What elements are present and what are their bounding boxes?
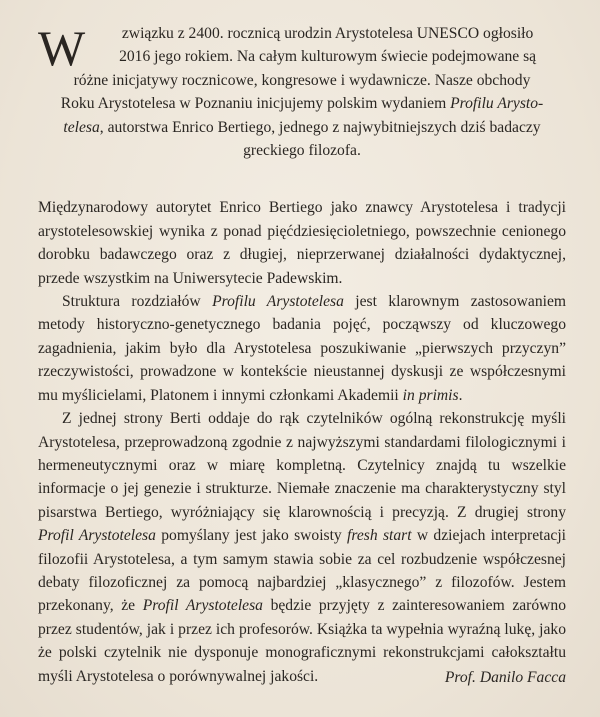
paragraph-2-latin-phrase: in primis (402, 386, 459, 404)
paragraph-3-fresh-start: fresh start (347, 527, 412, 545)
author-signature: Prof. Danilo Facca (444, 669, 566, 686)
intro-paragraph (38, 22, 566, 162)
intro-line-5 (38, 116, 566, 139)
drop-cap: W (38, 20, 86, 76)
intro-line-5-text: , autorstwa Enrico Bertiego, jednego z najwybitniejszych dziś badaczy (99, 118, 541, 136)
paragraph-2 (38, 290, 566, 407)
intro-line-4 (38, 92, 566, 115)
intro-line-1: związku z 2400. rocznicą urodzin Arystotelesa UNESCO ogłosiło (121, 25, 534, 42)
paragraph-3-text-c: w dziejach interpretacji filozofii Arystotelesa, a tym samym stawia sobie za cel rozbudzenie współczesnej debaty filozoficznej za pomocą najbardziej „klasycznego” z filozofów. Jestem przekonany, że (38, 527, 567, 615)
body-text (38, 196, 566, 688)
intro-line-2: 2016 jego rokiem. Na całym kulturowym świecie podejmowane są (119, 48, 537, 66)
intro-book-title-part2: telesa (63, 118, 100, 136)
intro-line-3: różne inicjatywy rocznicowe, kongresowe i wydawnicze. Nasze obchody (73, 71, 531, 89)
paragraph-2-book-title: Profilu Arystotelesa (212, 293, 344, 311)
paragraph-3-book-title-2: Profil Arystotelesa (142, 597, 263, 615)
paragraph-2-text-a: Struktura rozdziałów (62, 293, 213, 311)
paragraph-2-text-b: jest klarownym zastosowaniem metody historyczno-genetycznego badania pojęć, począwszy od kluczowego zagadnienia, jakim było dla Arystotelesa poszukiwanie „pierwszych przyczyn” rzeczywistości, prowadzone w kontekście nieustannej dyskusji ze współczesnymi mu myślicielami, Platonem i innymi członkami Akademii (38, 293, 566, 404)
intro-book-title-part1: Profilu Arysto- (450, 95, 544, 113)
intro-line-6: greckiego filozofa. (243, 142, 361, 160)
paragraph-3-text-b: pomyślany jest jako swoisty (155, 527, 348, 545)
paragraph-1: Międzynarodowy autorytet Enrico Bertiego jako znawcy Arystotelesa i tradycji arystotelesowskiej wynika z ponad pięćdziesięcioletniego, powszechnie cenionego dorobku badawczego oraz z długiej, nieprzerwanej działalności dydaktycznej, przede wszystkim na Uniwersytecie Padewskim. (38, 199, 566, 287)
paragraph-3-text-a: Z jednej strony Berti oddaje do rąk czytelników ogólną rekonstrukcję myśli Arystotelesa, przeprowadzoną zgodnie z najwyższymi standardami filologicznymi i hermeneutycznymi oraz w miarę kompletną. Czytelnicy znajdą tu wszelkie informacje o jej genezie i strukturze. Niemałe znaczenie ma charakterystyczny styl pisarstwa Bertiego, wyróżniający się klarownością i precyzją. Z drugiej strony (38, 410, 566, 521)
paragraph-2-text-c: . (458, 386, 463, 404)
paragraph-3 (38, 407, 566, 688)
paragraph-3-book-title: Profil Arystotelesa (38, 527, 156, 545)
intro-line-4-text: Roku Arystotelesa w Poznaniu inicjujemy polskim wydaniem (60, 95, 451, 113)
paragraph-3-text-d: będzie przyjęty z zainteresowaniem zarówno przez studentów, jak i przez ich profesorów. Książka ta wypełnia wyraźną lukę, jako że polski czytelnik nie dysponuje monograficznymi rekonstrukcjami całokształtu myśli Arystotelesa o porównywalnej jakości. (38, 597, 567, 685)
